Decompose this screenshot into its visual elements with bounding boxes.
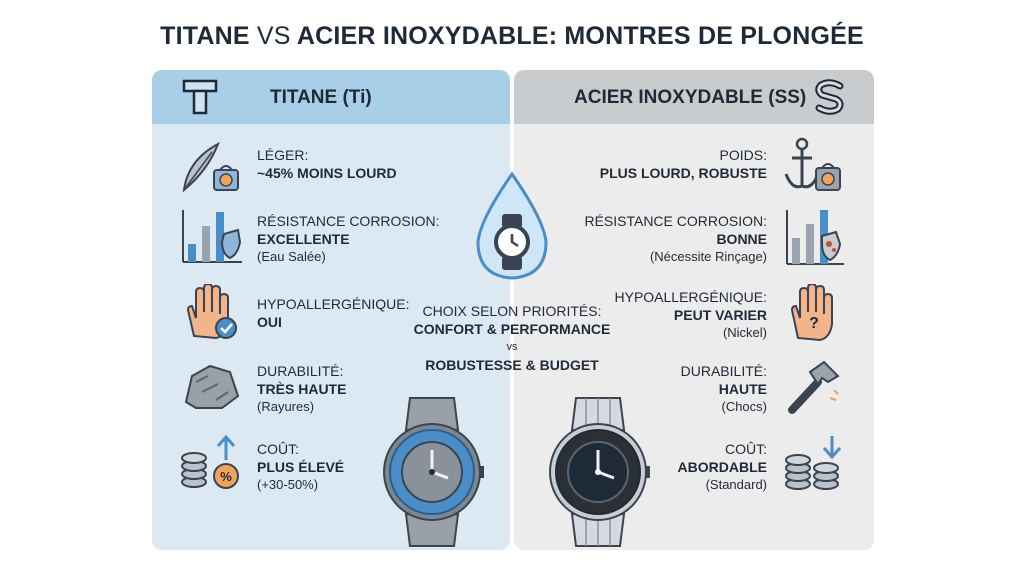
row-value: PLUS LOURD, ROBUSTE: [599, 165, 767, 181]
row-label: COÛT:: [725, 441, 767, 457]
page-title: [0, 22, 1024, 51]
steel-header-label: ACIER INOXYDABLE (SS): [574, 87, 807, 108]
row-value: PLUS ÉLEVÉ: [257, 459, 345, 475]
bar-chart-shield-icon: [180, 208, 244, 264]
row-label: HYPOALLERGÉNIQUE:: [614, 289, 767, 305]
center-heading: CHOIX SELON PRIORITÉS:: [422, 303, 602, 319]
title-part-acier: ACIER INOXYDABLE: MONTRES DE PLONGÉE: [296, 22, 864, 50]
title-vs: VS: [256, 22, 291, 50]
center-vs: vs: [506, 341, 518, 353]
hand-check-icon: [182, 284, 240, 342]
coins-down-icon: [782, 434, 844, 494]
title-part-titane: TITANE: [160, 22, 250, 50]
titanium-badge-icon: [182, 78, 218, 116]
row-note: (+30-50%): [257, 477, 319, 492]
steel-row-hypoallergenic: [615, 288, 768, 342]
row-label: COÛT:: [257, 441, 299, 457]
row-note: (Standard): [705, 477, 767, 492]
row-note: (Eau Salée): [257, 249, 326, 264]
coins-percent-up-icon: [180, 434, 242, 494]
row-value: BONNE: [716, 231, 767, 247]
steel-row-durability: [681, 362, 767, 416]
row-value: EXCELLENTE: [257, 231, 350, 247]
row-label: RÉSISTANCE CORROSION:: [257, 213, 440, 229]
steel-row-cost: [678, 440, 767, 494]
row-note: (Rayures): [257, 399, 315, 414]
steel-header: [514, 70, 874, 124]
steel-row-corrosion: [584, 212, 767, 266]
svg-text:%: %: [220, 469, 232, 484]
feather-scale-icon: [178, 140, 248, 194]
row-value: TRÈS HAUTE: [257, 381, 347, 397]
row-value: PEUT VARIER: [673, 307, 767, 323]
row-value: ~45% MOINS LOURD: [257, 165, 397, 181]
titanium-row-corrosion: [257, 212, 440, 266]
steel-badge-icon: [812, 78, 848, 116]
titanium-row-cost: [257, 440, 344, 494]
center-option-steel: ROBUSTESSE & BUDGET: [425, 357, 599, 373]
bar-chart-rust-shield-icon: [784, 208, 846, 266]
row-label: RÉSISTANCE CORROSION:: [584, 213, 767, 229]
row-note: (Nécessite Rinçage): [649, 249, 767, 264]
row-value: HAUTE: [718, 381, 767, 397]
row-label: HYPOALLERGÉNIQUE:: [257, 296, 410, 312]
row-label: DURABILITÉ:: [257, 363, 344, 379]
row-label: POIDS:: [719, 147, 767, 163]
anchor-scale-icon: [782, 136, 844, 194]
center-decision: [400, 302, 624, 374]
titanium-header: [152, 70, 510, 124]
hammer-icon: [784, 360, 844, 416]
row-note: (Chocs): [721, 399, 767, 414]
hand-question-icon: [786, 284, 842, 342]
titanium-header-label: TITANE (Ti): [270, 87, 372, 108]
center-option-titanium: CONFORT & PERFORMANCE: [413, 321, 611, 337]
titanium-row-weight: [257, 146, 397, 182]
steel-row-weight: [600, 146, 767, 182]
row-label: DURABILITÉ:: [680, 363, 767, 379]
row-value: ABORDABLE: [677, 459, 767, 475]
row-label: LÉGER:: [257, 147, 309, 163]
row-note: (Nickel): [722, 325, 767, 340]
titanium-row-hypoallergenic: [257, 295, 410, 331]
row-value: OUI: [257, 314, 282, 330]
water-drop-watch-icon: [470, 170, 554, 282]
titanium-dive-watch: [380, 396, 484, 548]
rock-icon: [182, 362, 240, 412]
svg-text:?: ?: [809, 315, 819, 332]
steel-dive-watch: [546, 396, 650, 548]
titanium-row-durability: [257, 362, 346, 416]
